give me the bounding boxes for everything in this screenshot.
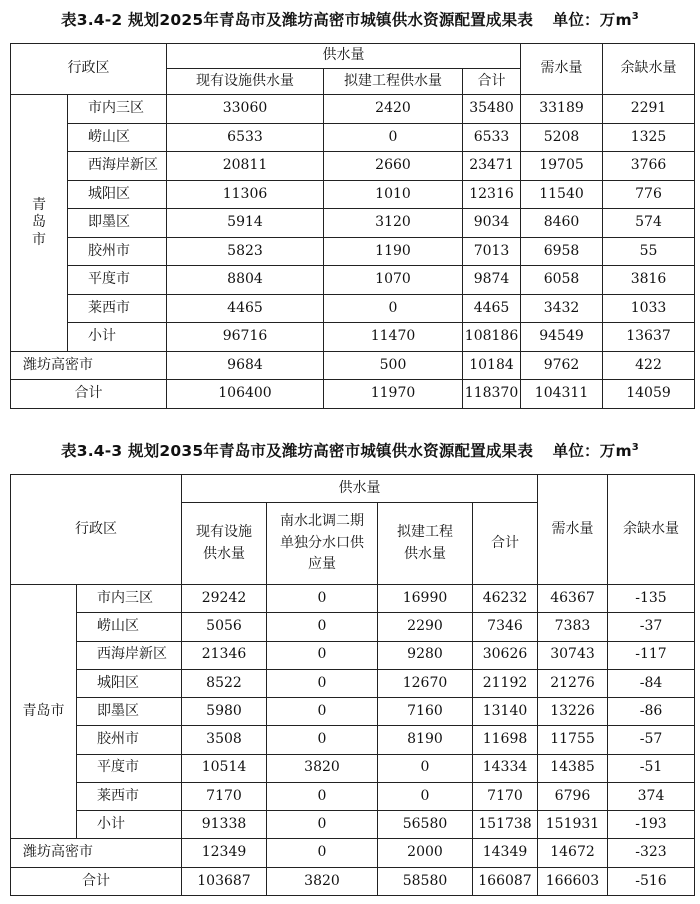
table1-table-row: [11, 209, 695, 238]
table1-cell-planned: 2420: [324, 95, 463, 124]
table2-weifang-name: 潍坊高密市: [11, 839, 182, 867]
table2-table-row: [11, 782, 695, 810]
table2-cell-existing: 5056: [182, 613, 267, 641]
table2-row-name: 城阳区: [77, 669, 182, 697]
table2-cell-surplus: -37: [608, 613, 695, 641]
table1-grand-cell-existing: 106400: [167, 380, 324, 409]
table1-cell-existing: 5823: [167, 237, 324, 266]
table2-cell-existing: 8522: [182, 669, 267, 697]
table1-cell-planned: 1190: [324, 237, 463, 266]
table2-cell-demand: 46367: [538, 585, 608, 613]
table2-header-surplus: 余缺水量: [608, 475, 695, 585]
table1-cell-surplus: 574: [603, 209, 695, 238]
table1: [10, 43, 695, 409]
table2-header-planned: [378, 503, 473, 585]
table2-cell-demand: 6796: [538, 782, 608, 810]
table1-cell-demand: 19705: [521, 152, 603, 181]
table2-row-name: 西海岸新区: [77, 641, 182, 669]
table1-cell-planned: 2660: [324, 152, 463, 181]
table2-header-snwd-line1: 南水北调二期: [280, 512, 364, 529]
table1-cell-total: 9874: [463, 266, 521, 295]
table2-weifang-row: [11, 839, 695, 867]
table1-cell-surplus: 776: [603, 180, 695, 209]
table2-cell-demand: 13226: [538, 698, 608, 726]
table2-cell-demand: 151931: [538, 811, 608, 839]
table1-cell-existing: 33060: [167, 95, 324, 124]
table2-grand-row: [11, 867, 695, 895]
table2-cell-planned: 0: [378, 754, 473, 782]
table2-cell-surplus: -57: [608, 726, 695, 754]
table2-cell-snwd: 0: [267, 585, 378, 613]
table1-row-name: 胶州市: [68, 237, 167, 266]
table2-table-row: [11, 726, 695, 754]
table2-cell-surplus: -135: [608, 585, 695, 613]
table2-table-row: [11, 669, 695, 697]
table2-cell-existing: 91338: [182, 811, 267, 839]
table2-header-planned-line1: 拟建工程: [397, 523, 453, 540]
table1-header-surplus: 余缺水量: [603, 44, 695, 95]
table2-cell-surplus: -84: [608, 669, 695, 697]
table2-row-name: 小计: [77, 811, 182, 839]
table2-header-region: 行政区: [11, 475, 182, 585]
table2-cell-planned: 16990: [378, 585, 473, 613]
table1-cell-planned: 1010: [324, 180, 463, 209]
table1-cell-surplus: 3766: [603, 152, 695, 181]
table1-grand-cell-total: 118370: [463, 380, 521, 409]
table1-row-name: 崂山区: [68, 123, 167, 152]
table2-weifang-cell-demand: 14672: [538, 839, 608, 867]
table1-row-name: 西海岸新区: [68, 152, 167, 181]
table1-cell-demand: 94549: [521, 323, 603, 352]
table1-row-name: 城阳区: [68, 180, 167, 209]
table1-cell-existing: 5914: [167, 209, 324, 238]
table2-header-supply: 供水量: [182, 475, 538, 503]
table1-title: 表3.4-2 规划2025年青岛市及潍坊高密市城镇供水资源配置成果表: [61, 11, 534, 29]
table1-weifang-row: [11, 351, 695, 380]
table2-table-row: [11, 585, 695, 613]
table2-cell-demand: 11755: [538, 726, 608, 754]
table2-weifang-cell-planned: 2000: [378, 839, 473, 867]
table1-cell-total: 4465: [463, 294, 521, 323]
table1-group-label: 青岛市: [11, 95, 68, 352]
table1-row-name: 小计: [68, 323, 167, 352]
table1-cell-existing: 11306: [167, 180, 324, 209]
table2-header-existing-line2: 供水量: [203, 545, 245, 562]
table1-weifang-name: 潍坊高密市: [11, 351, 167, 380]
table2-cell-demand: 30743: [538, 641, 608, 669]
table2-cell-surplus: -193: [608, 811, 695, 839]
table2-cell-total: 151738: [473, 811, 538, 839]
table1-weifang-cell-demand: 9762: [521, 351, 603, 380]
table1-cell-total: 6533: [463, 123, 521, 152]
table2-cell-total: 30626: [473, 641, 538, 669]
table1-weifang-cell-surplus: 422: [603, 351, 695, 380]
table2-cell-existing: 29242: [182, 585, 267, 613]
table2-weifang-cell-surplus: -323: [608, 839, 695, 867]
table2-table-row: [11, 698, 695, 726]
table2-row-name: 莱西市: [77, 782, 182, 810]
table1-cell-existing: 6533: [167, 123, 324, 152]
table1-unit: 单位：万m: [552, 11, 632, 29]
table2-cell-planned: 2290: [378, 613, 473, 641]
table1-header-supply: 供水量: [167, 44, 521, 69]
table2-weifang-cell-total: 14349: [473, 839, 538, 867]
table1-unit-sup: 3: [631, 10, 639, 22]
table1-row-name: 市内三区: [68, 95, 167, 124]
table2-grand-cell-existing: 103687: [182, 867, 267, 895]
table2-grand-cell-demand: 166603: [538, 867, 608, 895]
table2-row-name: 胶州市: [77, 726, 182, 754]
table2-cell-snwd: 0: [267, 726, 378, 754]
table2-grand-name: 合计: [11, 867, 182, 895]
table1-header-existing: 现有设施供水量: [167, 69, 324, 95]
table1-header-subtotal: 合计: [463, 69, 521, 95]
table1-grand-name: 合计: [11, 380, 167, 409]
table1-cell-planned: 0: [324, 123, 463, 152]
table1-cell-demand: 3432: [521, 294, 603, 323]
table1-table-row: [11, 237, 695, 266]
table1-header-planned: 拟建工程供水量: [324, 69, 463, 95]
table1-table-row: [11, 180, 695, 209]
table1-cell-demand: 5208: [521, 123, 603, 152]
table2-unit: 单位：万m: [552, 442, 632, 460]
table1-row-name: 即墨区: [68, 209, 167, 238]
table1-cell-existing: 20811: [167, 152, 324, 181]
table1-cell-total: 108186: [463, 323, 521, 352]
table1-grand-cell-demand: 104311: [521, 380, 603, 409]
table1-cell-total: 35480: [463, 95, 521, 124]
table2-cell-surplus: 374: [608, 782, 695, 810]
table2-cell-surplus: -86: [608, 698, 695, 726]
table1-cell-planned: 1070: [324, 266, 463, 295]
table2-cell-planned: 8190: [378, 726, 473, 754]
table2-cell-total: 14334: [473, 754, 538, 782]
table2: [10, 474, 695, 896]
table2-weifang-cell-snwd: 0: [267, 839, 378, 867]
table2-cell-total: 13140: [473, 698, 538, 726]
table2-caption: [0, 439, 700, 461]
table1-caption: [0, 8, 700, 30]
table1-cell-demand: 6958: [521, 237, 603, 266]
table2-cell-planned: 9280: [378, 641, 473, 669]
table2-table-row: [11, 754, 695, 782]
table1-table-row: [11, 323, 695, 352]
table2-cell-existing: 3508: [182, 726, 267, 754]
table1-cell-existing: 96716: [167, 323, 324, 352]
table2-cell-total: 7346: [473, 613, 538, 641]
table2-row-name: 平度市: [77, 754, 182, 782]
table1-header-region: 行政区: [11, 44, 167, 95]
table2-header-existing-line1: 现有设施: [196, 523, 252, 540]
table1-table-row: [11, 123, 695, 152]
table2-cell-total: 46232: [473, 585, 538, 613]
table1-cell-total: 9034: [463, 209, 521, 238]
table1-weifang-cell-existing: 9684: [167, 351, 324, 380]
table2-header-existing: [182, 503, 267, 585]
table2-header-demand: 需水量: [538, 475, 608, 585]
table2-cell-planned: 12670: [378, 669, 473, 697]
table1-cell-total: 12316: [463, 180, 521, 209]
table2-cell-total: 11698: [473, 726, 538, 754]
table2-cell-snwd: 0: [267, 811, 378, 839]
table2-group-label: 青岛市: [11, 585, 77, 839]
table1-table-row: [11, 152, 695, 181]
table2-header-snwd: [267, 503, 378, 585]
table2-cell-demand: 21276: [538, 669, 608, 697]
table1-cell-surplus: 1033: [603, 294, 695, 323]
table2-row-name: 崂山区: [77, 613, 182, 641]
table2-cell-snwd: 0: [267, 641, 378, 669]
table2-grand-cell-snwd: 3820: [267, 867, 378, 895]
table2-cell-total: 7170: [473, 782, 538, 810]
table1-weifang-cell-total: 10184: [463, 351, 521, 380]
table2-header-planned-line2: 供水量: [404, 545, 446, 562]
table2-cell-demand: 14385: [538, 754, 608, 782]
table2-title: 表3.4-3 规划2035年青岛市及潍坊高密市城镇供水资源配置成果表: [61, 442, 534, 460]
table1-cell-surplus: 55: [603, 237, 695, 266]
table2-cell-planned: 0: [378, 782, 473, 810]
table2-grand-cell-planned: 58580: [378, 867, 473, 895]
table1-row-name: 平度市: [68, 266, 167, 295]
table1-cell-planned: 3120: [324, 209, 463, 238]
table1-grand-cell-planned: 11970: [324, 380, 463, 409]
table1-cell-demand: 33189: [521, 95, 603, 124]
table1-cell-demand: 11540: [521, 180, 603, 209]
table2-cell-existing: 10514: [182, 754, 267, 782]
table2-header-subtotal: 合计: [473, 503, 538, 585]
table1-header-demand: 需水量: [521, 44, 603, 95]
table2-cell-existing: 7170: [182, 782, 267, 810]
table2-cell-snwd: 0: [267, 698, 378, 726]
table1-grand-row: [11, 380, 695, 409]
table2-header-snwd-line2: 单独分水口供: [280, 534, 364, 551]
table1-cell-existing: 8804: [167, 266, 324, 295]
table1-cell-demand: 6058: [521, 266, 603, 295]
table1-table-row: [11, 266, 695, 295]
table1-cell-surplus: 1325: [603, 123, 695, 152]
table1-cell-surplus: 3816: [603, 266, 695, 295]
table1-cell-planned: 11470: [324, 323, 463, 352]
table1-row-name: 莱西市: [68, 294, 167, 323]
table2-cell-snwd: 0: [267, 669, 378, 697]
table2-grand-cell-surplus: -516: [608, 867, 695, 895]
table2-row-name: 即墨区: [77, 698, 182, 726]
table2-cell-planned: 7160: [378, 698, 473, 726]
table2-table-row: [11, 641, 695, 669]
table2-cell-snwd: 0: [267, 613, 378, 641]
table2-cell-total: 21192: [473, 669, 538, 697]
table1-cell-existing: 4465: [167, 294, 324, 323]
table2-cell-existing: 5980: [182, 698, 267, 726]
table1-cell-total: 23471: [463, 152, 521, 181]
table2-cell-surplus: -117: [608, 641, 695, 669]
table1-table-row: [11, 294, 695, 323]
table2-header-snwd-line3: 应量: [308, 556, 336, 573]
table1-grand-cell-surplus: 14059: [603, 380, 695, 409]
table1-table-row: [11, 95, 695, 124]
table2-row-name: 市内三区: [77, 585, 182, 613]
table1-cell-planned: 0: [324, 294, 463, 323]
table2-cell-demand: 7383: [538, 613, 608, 641]
table2-cell-existing: 21346: [182, 641, 267, 669]
table2-cell-surplus: -51: [608, 754, 695, 782]
table1-cell-total: 7013: [463, 237, 521, 266]
table2-weifang-cell-existing: 12349: [182, 839, 267, 867]
table2-unit-sup: 3: [631, 441, 639, 453]
table2-cell-planned: 56580: [378, 811, 473, 839]
table2-table-row: [11, 811, 695, 839]
table2-grand-cell-total: 166087: [473, 867, 538, 895]
table1-cell-surplus: 13637: [603, 323, 695, 352]
table1-cell-demand: 8460: [521, 209, 603, 238]
table1-weifang-cell-planned: 500: [324, 351, 463, 380]
table1-cell-surplus: 2291: [603, 95, 695, 124]
table2-cell-snwd: 3820: [267, 754, 378, 782]
table2-table-row: [11, 613, 695, 641]
table2-cell-snwd: 0: [267, 782, 378, 810]
